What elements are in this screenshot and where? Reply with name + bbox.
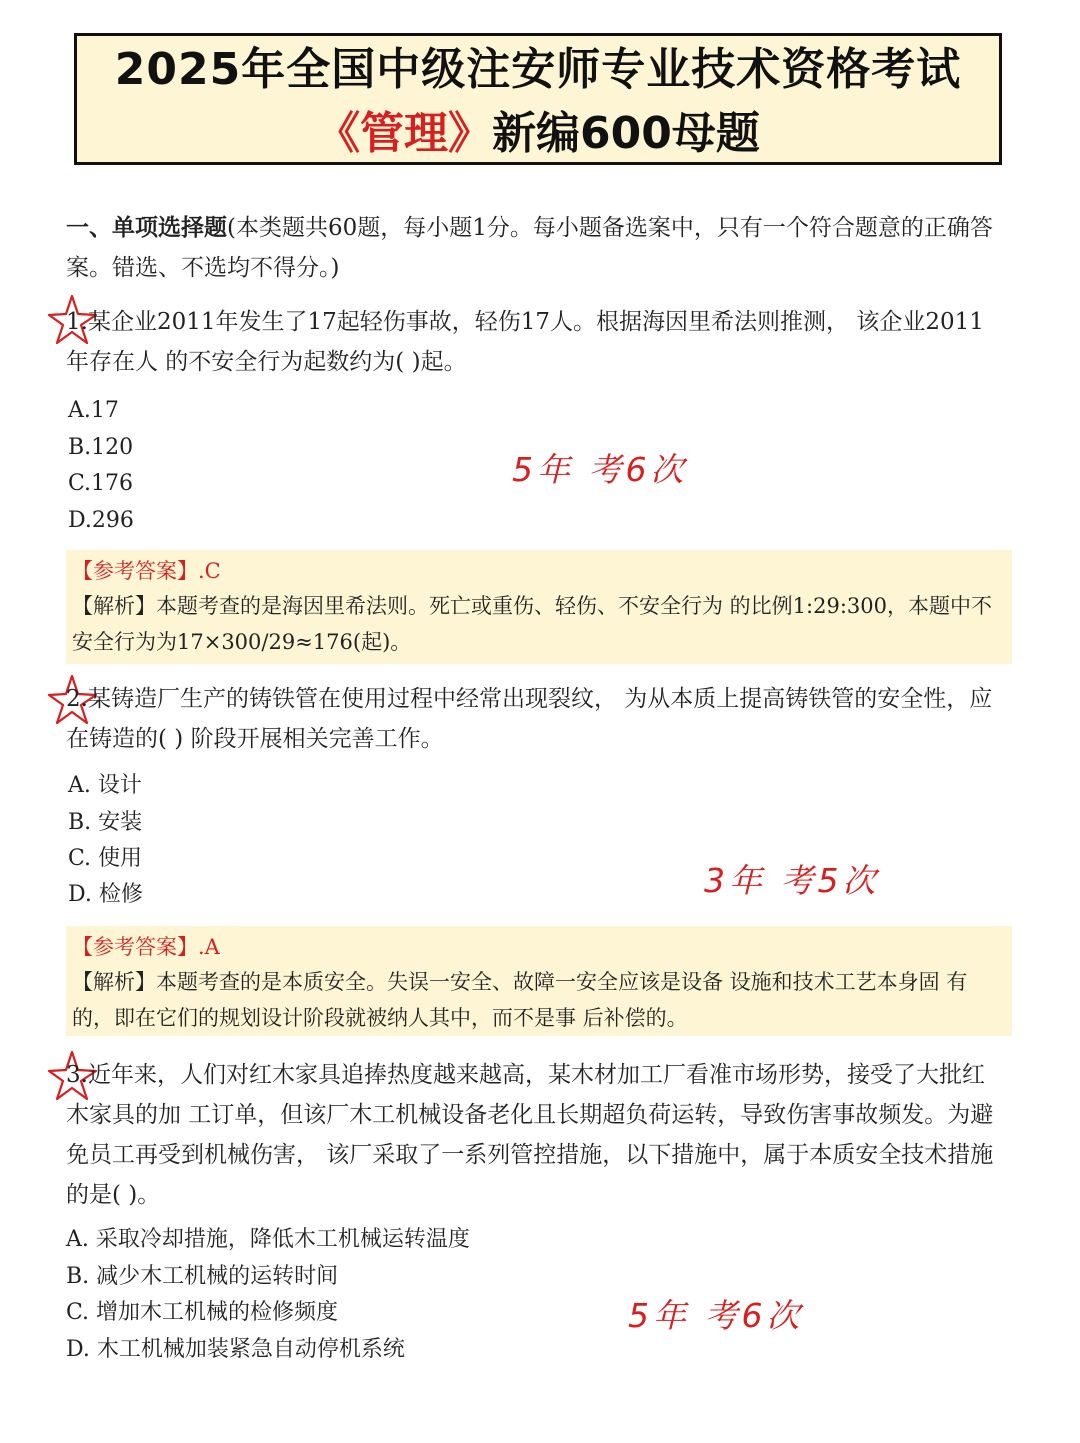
question-1-option-b: B.120 <box>68 435 134 460</box>
question-1-stem: 1.某企业2011年发生了17起轻伤事故，轻伤17人。根据海因里希法则推测， 该企业2011年存在人 的不安全行为起数约为( )起。 <box>66 309 984 375</box>
question-2-analysis: 【解析】本题考查的是本质安全。失误一安全、故障一安全应该是设备 设施和技术工艺本身固 有的，即在它们的规划设计阶段就被纳人其中，而不是事 后补偿的。 <box>72 970 968 1030</box>
question-1-answer-box <box>66 550 1012 664</box>
question-2-option-a: A. 设计 <box>68 773 142 798</box>
question-2-frequency-note: 3年 考5次 <box>704 861 880 900</box>
section-intro <box>66 208 1006 288</box>
question-3-option-d: D. 木工机械加装紧急自动停机系统 <box>66 1337 405 1362</box>
section-instruction: (本类题共60题，每小题1分。每小题备选案中，只有一个符合题意的正确答案。错选、不选均不得分。) <box>66 215 993 281</box>
question-1-option-c: C.176 <box>68 471 134 496</box>
title-subject: 《管理》 <box>316 108 493 159</box>
question-3-frequency-note: 5年 考6次 <box>628 1296 804 1335</box>
question-3-option-b: B. 减少木工机械的运转时间 <box>66 1264 339 1289</box>
question-1-option-a: A.17 <box>68 398 119 423</box>
question-1-option-d: D.296 <box>68 508 134 533</box>
question-2-option-b: B. 安装 <box>68 810 143 835</box>
question-2-option-c: C. 使用 <box>68 846 143 871</box>
title-line-1: 2025年全国中级注安师专业技术资格考试 <box>114 44 962 95</box>
title-line-2 <box>77 104 999 164</box>
question-1-answer: 【参考答案】.C <box>72 559 221 583</box>
section-heading: 一、单项选择题 <box>66 214 227 241</box>
title-subtitle: 新编600母题 <box>492 108 760 159</box>
title-box <box>74 33 1002 165</box>
question-2-option-d: D. 检修 <box>68 882 143 907</box>
question-2-answer-box <box>66 926 1012 1036</box>
question-1-frequency-note: 5年 考6次 <box>512 450 688 489</box>
question-3-stem: 3.近年来，人们对红木家具追捧热度越来越高，某木材加工厂看准市场形势，接受了大批红木家具的加 工订单，但该厂木工机械设备老化且长期超负荷运转，导致伤害事故频发。为避免员工再受到机械伤害， 该厂采取了一系列管控措施，以下措施中，属于本质安全技术措施的是( )。 <box>66 1062 994 1208</box>
question-3-option-c: C. 增加木工机械的检修频度 <box>66 1300 339 1325</box>
question-3-option-a: A. 采取冷却措施，降低木工机械运转温度 <box>66 1227 470 1252</box>
question-2-answer: 【参考答案】.A <box>72 935 220 959</box>
question-1-analysis: 【解析】本题考查的是海因里希法则。死亡或重伤、轻伤、不安全行为 的比例1:29:300，本题中不安全行为为17×300/29≈176(起)。 <box>72 594 992 654</box>
question-2-stem: 2.某铸造厂生产的铸铁管在使用过程中经常出现裂纹， 为从本质上提高铸铁管的安全性，应在铸造的( ) 阶段开展相关完善工作。 <box>66 686 993 752</box>
